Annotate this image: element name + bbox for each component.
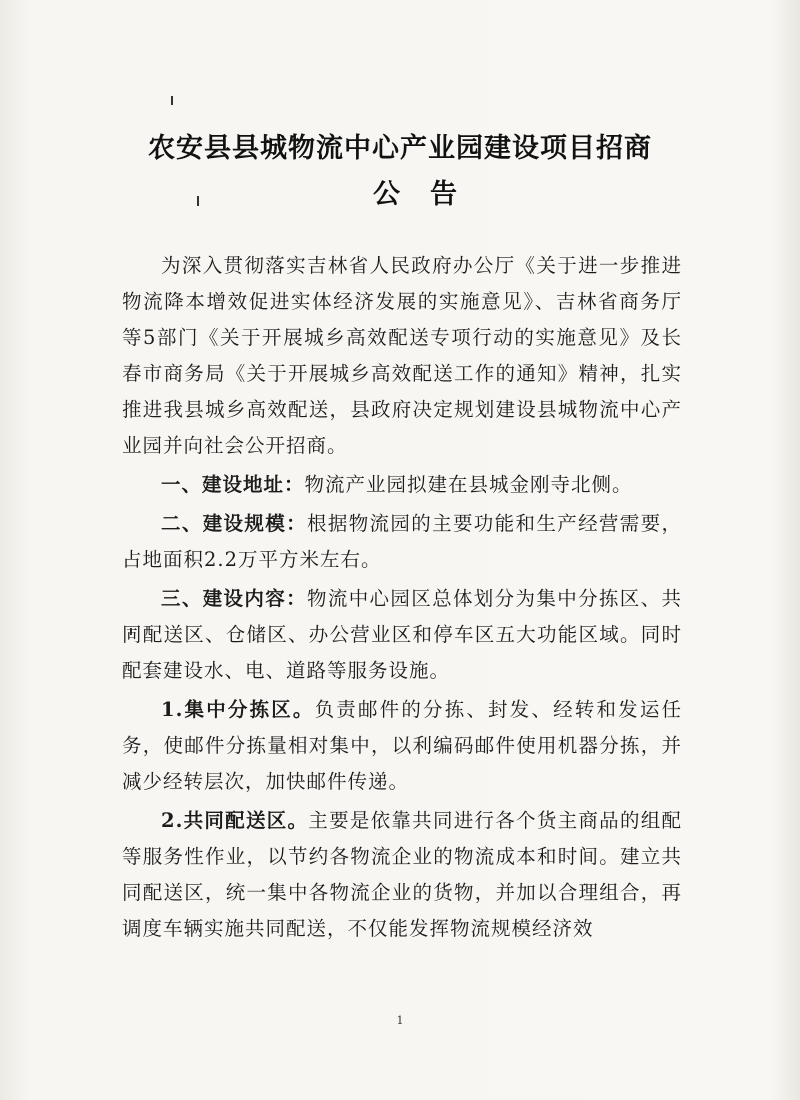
section-paragraph: 一、建设地址：物流产业园拟建在县城金刚寺北侧。 <box>161 473 633 496</box>
page-number: 1 <box>396 1014 404 1027</box>
section-heading: 1.集中分拣区。 <box>161 698 315 721</box>
document-title-subtitle: 公告 <box>373 179 487 210</box>
section-paragraph: 三、建设内容：物流中心园区总体划分为集中分拣区、共同配送区、仓储区、办公营业区和停车区五大功能区域。同时配套建设水、电、道路等服务设施。 <box>122 587 682 682</box>
section-heading: 2.共同配送区。 <box>161 809 309 832</box>
section-paragraph: 2.共同配送区。主要是依靠共同进行各个货主商品的组配等服务性作业，以节约各物流企业的物流成本和时间。建立共同配送区，统一集中各物流企业的货物，并加以合理组合，再调度车辆实施共同配送，不仅能发挥物流规模经济效 <box>122 809 682 940</box>
section-heading: 一、建设地址： <box>161 473 305 496</box>
section-paragraph: 1.集中分拣区。负责邮件的分拣、封发、经转和发运任务，使邮件分拣量相对集中，以利编码邮件使用机器分拣，并减少经转层次，加快邮件传递。 <box>122 698 682 793</box>
section-heading: 二、建设规模： <box>161 512 307 535</box>
document-body <box>122 248 682 950</box>
section-paragraph: 二、建设规模：根据物流园的主要功能和生产经营需要，占地面积2.2万平方米左右。 <box>122 512 682 571</box>
scan-mark <box>171 96 173 105</box>
intro-paragraph: 为深入贯彻落实吉林省人民政府办公厅《关于进一步推进物流降本增效促进实体经济发展的实施意见》、吉林省商务厅等5部门《关于开展城乡高效配送专项行动的实施意见》及长春市商务局《关于开展城乡高效配送工作的通知》精神，扎实推进我县城乡高效配送，县政府决定规划建设县城物流中心产业园并向社会公开招商。 <box>122 254 682 457</box>
document-title: 农安县县城物流中心产业园建设项目招商 <box>148 133 652 164</box>
section-heading: 三、建设内容： <box>161 587 307 610</box>
